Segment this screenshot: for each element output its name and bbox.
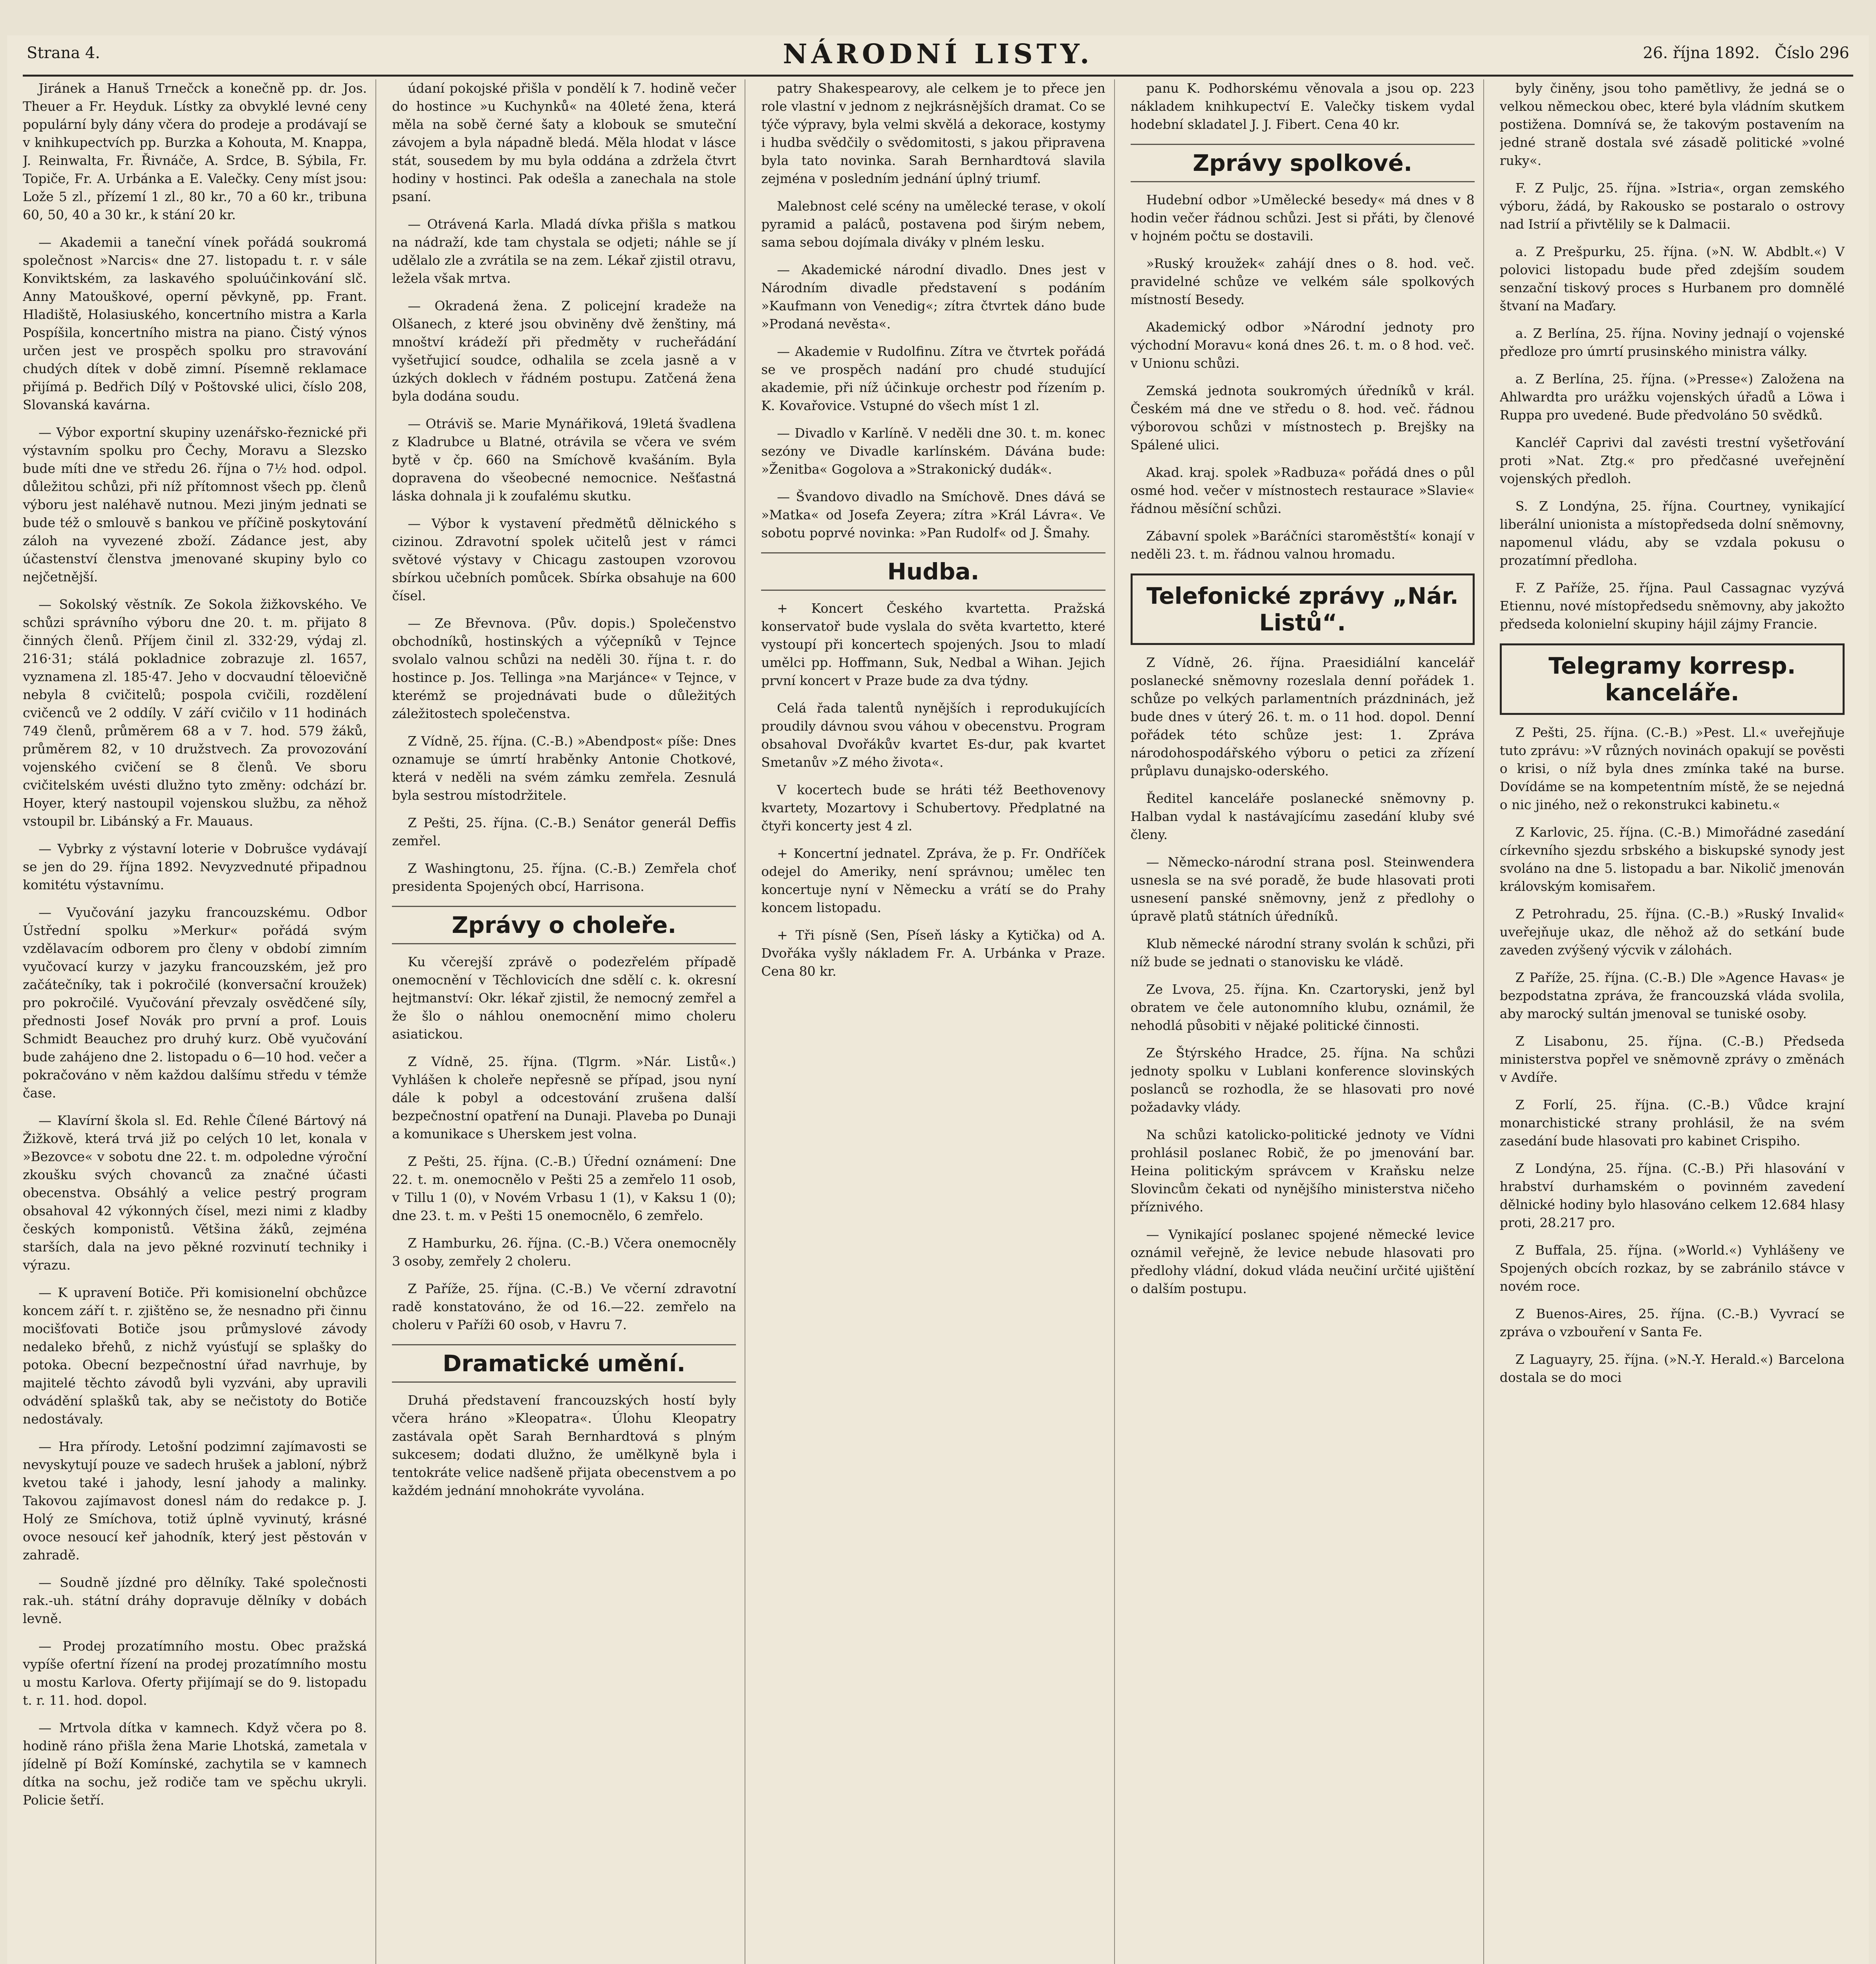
article-paragraph: Z Buffala, 25. října. (»World.«) Vyhlášeny ve Spojených obcích rozkaz, by se zabránilo stávce v novém roce. — [1499, 1242, 1845, 1294]
column-2 — [392, 79, 745, 1964]
article-paragraph: Jiránek a Hanuš Trnečck a konečně pp. dr. Jos. Theuer a Fr. Heyduk. Lístky za obvyklé levné ceny populární byly dány včera do prodeje a prodávají se v knihkupectvích pp. Burzka a Kohouta, M. Knappa, J. Reinwalta, Fr. Řivnáče, A. Srdce, B. Sýbila, Fr. Topiče, Fr. A. Urbánka a E. Valečky. Ceny míst jsou: Lože 5 zl., přízemí 1 zl., 80 kr., 70 a 60 kr., tribuna 60, 50, 40 a 30 kr., k stání 20 kr. — [23, 81, 367, 222]
article-paragraph: — Otráviš se. Marie Mynářiková, 19letá švadlena z Kladrubce u Blatné, otrávila se včera ve svém bytě v čp. 660 na Smíchově kvašáním. Byla dopravena do všeobecné nemocnice. Nešťastná láska dohnala ji k zoufalému skutku. — [392, 416, 736, 504]
article-paragraph: Klub německé národní strany svolán k schůzi, při níž bude se jednati o stanovisku ke vládě. — [1130, 936, 1475, 969]
section-heading: Zprávy o choleře. — [392, 906, 736, 944]
article-paragraph: Akad. kraj. spolek »Radbuza« pořádá dnes o půl osmé hod. večer v místnostech restaurace »Slavie« řádnou měsíční schůzi. — [1130, 465, 1475, 516]
article-paragraph: panu K. Podhorskému věnovala a jsou op. 223 nákladem knihkupectví E. Valečky tiskem vydal hodební skladatel J. J. Fibert. Cena 40 kr. — [1130, 81, 1475, 132]
article-paragraph: a. Z Berlína, 25. října. Noviny jednají o vojenské předloze pro úmrtí prusinského ministra války. — [1499, 326, 1845, 359]
article-paragraph: Z Hamburku, 26. října. (C.-B.) Včera onemocněly 3 osoby, zemřely 2 choleru. — [392, 1235, 736, 1269]
article-paragraph: Ze Štýrského Hradce, 25. října. Na schůzi jednoty spolku v Lublani konference slovinských poslanců se rozhodla, že se hlasovati pro nové požadavky vlády. — [1130, 1045, 1475, 1115]
article-paragraph: Z Lisabonu, 25. října. (C.-B.) Předseda ministerstva popřel ve sněmovně zprávy o změnách v Avdíře. — [1499, 1033, 1845, 1085]
article-paragraph: Kancléř Caprivi dal zavésti trestní vyšetřování proti »Nat. Ztg.« pro předčasné uveřejnění vojenských předloh. — [1499, 435, 1845, 486]
article-paragraph: — Vynikající poslanec spojené německé levice oznámil veřejně, že levice nebude hlasovati pro předlohy vládní, dokud vláda neučiní určité ujištění o dalším postupu. — [1130, 1227, 1475, 1296]
column-1 — [23, 79, 376, 1964]
page-number: Strana 4. — [27, 44, 100, 62]
article-paragraph: — Soudně jízdné pro dělníky. Také společnosti rak.-uh. státní dráhy dopravuje dělníky v dobách levně. — [23, 1575, 367, 1626]
article-paragraph: — Vybrky z výstavní loterie v Dobrušce vydávají se jen do 29. října 1892. Nevyzvednuté připadnou komitétu výstavnímu. — [23, 841, 367, 892]
issue-number: Číslo 296 — [1775, 44, 1849, 62]
issue-date: 26. října 1892. — [1643, 44, 1760, 62]
article-paragraph: — Sokolský věstník. Ze Sokola žižkovského. Ve schůzi správního výboru dne 20. t. m. přijato 8 činných členů. Příjem činil zl. 332·29, výdaj zl. 216·31; stálá pokladnice zobrazuje zl. 1657, vyznamena zl. 185·47. Jeho v docvaudní těloevičně nebyla 8 cvičitelů; pospola cvičili, rozdělení cvičenců ve 2 oddíly. V září cvičilo v 11 hodinách 749 členů, průměrem 68 a v 7. hod. 579 žáků, průměrem 82, v 10 družstvech. Za provozování vojenského cvičení se 8 členů. Ve sboru cvičitelském uvésti dlužno tyto změny: odchází br. Hoyer, který nastoupil vojenskou službu, za něhož vstoupil br. Libánský a Fr. Mauaus. — [23, 597, 367, 829]
article-paragraph: — Vyučování jazyku francouzskému. Odbor Ústřední spolku »Merkur« pořádá svým vzdělavacím odborem pro členy v období zimním vyučovací kurzy v jazyku francouzském, jež pro začátečníky, tak i pokročilé (konversační kroužek) pro pokročilé. Vyučování převzaly osvědčené síly, přednosti Josef Novák pro první a prof. Louis Schmidt Beauchez pro druhý kurz. Obě vyučování bude zahájeno dne 2. listopadu o 6—10 hod. večer a pokračováno v něm každou dalšímu středu v témže čase. — [23, 905, 367, 1101]
article-paragraph: — Švandovo divadlo na Smíchově. Dnes dává se »Matka« od Josefa Zeyera; zítra »Král Lávra«. Ve sobotu poprvé novinka: »Pan Rudolf« od J. Šmahy. — [761, 489, 1105, 540]
article-paragraph: Z Vídně, 26. října. Praesidiální kancelář poslanecké sněmovny rozeslala denní pořádek 1. schůze po velkých parlamentních prázdninách, jež bude dnes v úterý 26. t. m. o 11 hod. dopol. Denní pořádek této schůze jest: 1. Zpráva národohospodářského výboru o petici za zřízení průplavu dunajsko-oderského. — [1130, 655, 1475, 779]
article-paragraph: Malebnost celé scény na umělecké terase, v okolí pyramid a paláců, postavena pod širým nebem, sama sebou dojímala diváky v plném lesku. — [761, 198, 1105, 250]
article-paragraph: Z Karlovic, 25. října. (C.-B.) Mimořádné zasedání církevního sjezdu srbského a biskupské synody jest svoláno na dne 5. listopadu a bar. Nikolič jmenován královským komisařem. — [1499, 824, 1845, 894]
article-paragraph: a. Z Prešpurku, 25. října. (»N. W. Abdblt.«) V polovici listopadu bude před zdejším soudem senzační tiskový proces s Hurbanem pro domnělé štvaní na Maďary. — [1499, 244, 1845, 313]
article-paragraph: Zábavní spolek »Baráčníci staroměstští« konají v neděli 23. t. m. řádnou valnou hromadu. — [1130, 528, 1475, 562]
article-paragraph: Z Petrohradu, 25. října. (C.-B.) »Ruský Invalid« uveřejňuje ukaz, dle něhož až do setkání bude zaveden zvýšený výcvik v zálohách. — [1499, 906, 1845, 958]
article-paragraph: — Výbor exportní skupiny uzenářsko-řeznické při výstavním spolku pro Čechy, Moravu a Slezsko bude míti dne ve středu 26. října o 7½ hod. odpol. důležitou schůzi, při níž přítomnost všech pp. členů výboru jest naléhavě nutnou. Mezi jiným jednati se bude též o smlouvě s bankou ve příčině poskytování záloh na vyvezené zboží. Zádance jest, aby účastenství členstva jmenované skupiny bylo co nejčetnější. — [23, 425, 367, 584]
newspaper-page — [7, 35, 1869, 1964]
article-paragraph: a. Z Berlína, 25. října. (»Presse«) Založena na Ahlwardta pro urážku vojenských úřadů a Löwa i Ruppa pro uvedené. Bude předvoláno 50 svědků. — [1499, 371, 1845, 423]
article-paragraph: Hudební odbor »Umělecké besedy« má dnes v 8 hodin večer řádnou schůzi. Jest si přáti, by členové v hojném počtu se dostavili. — [1130, 192, 1475, 244]
article-paragraph: — Otrávená Karla. Mladá dívka přišla s matkou na nádraží, kde tam chystala se odjeti; náhle se jí udělalo zle a zvrátila se na zem. Lékař zjistil otravu, ležela však mrtva. — [392, 216, 736, 286]
article-paragraph: Z Pešti, 25. října. (C.-B.) Senátor generál Deffis zemřel. — [392, 815, 736, 848]
section-heading: Zprávy spolkové. — [1131, 144, 1475, 182]
section-heading: Telefonické zprávy „Nár. Listů“. — [1131, 573, 1475, 645]
article-paragraph: F. Z Paříže, 25. října. Paul Cassagnac vyzývá Etiennu, nové místopředsedu sněmovny, aby jakožto předseda kolonielní skupiny hájil zájmy Francie. — [1499, 580, 1845, 632]
article-paragraph: patry Shakespearovy, ale celkem je to přece jen role vlastní v jednom z nejkrásnějších dramat. Co se týče výpravy, byla velmi skvělá a dekorace, kostymy i hudba svědčily o svědomitosti, s jakou připravena byla tato novinka. Sarah Bernhardtová slavila zejména v posledním jednání úplný triumf. — [761, 81, 1105, 186]
article-paragraph: — Prodej prozatímního mostu. Obec pražská vypíše ofertní řízení na prodej prozatímního mostu u mostu Karlova. Oferty přijímají se do 9. listopadu t. r. 11. hod. dopol. — [23, 1638, 367, 1708]
article-paragraph: Z Laguayry, 25. října. (»N.-Y. Herald.«) Barcelona dostala se do moci — [1499, 1352, 1845, 1385]
article-paragraph: Ku včerejší zprávě o podezřelém případě onemocnění v Těchlovicích dne sdělí c. k. okresní hejtmanství: Okr. lékař zjistil, že nemocný zemřel a že šlo o náhlou onemocnění mimo choleru asiatickou. — [392, 954, 736, 1042]
newspaper-title: NÁRODNÍ LISTY. — [783, 38, 1093, 70]
article-paragraph: F. Z Puljc, 25. října. »Istria«, organ zemského výboru, žádá, by Rakousko se postaralo o ostrovy nad Istrií a přivtělily se k Dalmacii. — [1499, 180, 1845, 232]
text-columns — [23, 79, 1853, 1964]
article-paragraph: — Akademie v Rudolfinu. Zítra ve čtvrtek pořádá se ve prospěch nadání pro chudé studující akademie, při níž účinkuje orchestr pod řízením p. K. Kovařovice. Vstupné do všech míst 1 zl. — [761, 344, 1105, 413]
column-3 — [761, 79, 1115, 1964]
article-paragraph: Z Vídně, 25. října. (C.-B.) »Abendpost« píše: Dnes oznamuje se úmrtí hraběnky Antonie Chotkové, která v neděli na svém zámku zemřela. Zesnulá byla sestrou místodržitele. — [392, 733, 736, 803]
article-paragraph: Druhá představení francouzských hostí byly včera hráno »Kleopatra«. Úlohu Kleopatry zastávala opět Sarah Bernhardtová s plným sukcesem; dodati dlužno, že umělkyně byla i tentokráte velice nadšeně přijata obecenstvem a po každém jednání mnohokráte vyvolána. — [392, 1392, 736, 1498]
article-paragraph: + Koncert Českého kvartetta. Pražská konservatoř bude vyslala do světa kvartetto, které vystoupí při koncertech spojených. Jsou to mladí umělci pp. Hoffmann, Suk, Nedbal a Wihan. Jejich první koncert v Praze bude za dva týdny. — [761, 601, 1105, 688]
article-paragraph: byly činěny, jsou toho pamětlivy, že jedná se o velkou německou obec, které byla vládním skutkem postižena. Domnívá se, že takovým postavením na jedné straně dostala své zásadě politické »volné ruky«. — [1499, 81, 1845, 168]
article-paragraph: — Akademii a taneční vínek pořádá soukromá společnost »Narcis« dne 27. listopadu t. r. v sále Konviktském, za laskavého spoluúčinkování slč. Anny Matouškové, operní pěvkyně, pp. Frant. Hladiště, Holasiuského, koncertního mistra a Karla Pospíšila, koncertního mistra na piano. Čistý výnos určen jest ve prospěch spolku pro stravování chudých dítek v době zimní. Písemně reklamace přijímá p. Bedřich Dílý v Poštovské ulici, číslo 208, Slovanská kavárna. — [23, 235, 367, 412]
article-paragraph: Zemská jednota soukromých úředníků v král. Českém má dne ve středu o 8. hod. več. řádnou výborovou schůzi v místnostech p. Brejšky na Spálené ulici. — [1130, 383, 1475, 453]
article-paragraph: Z Paříže, 25. října. (C.-B.) Ve včerní zdravotní radě konstatováno, že od 16.—22. zemřelo na choleru v Paříži 60 osob, v Havru 7. — [392, 1281, 736, 1332]
column-4 — [1131, 79, 1484, 1964]
article-paragraph: Ze Lvova, 25. října. Kn. Czartoryski, jenž byl obratem ve čele autonomního klubu, oznámil, že nehodlá působiti v nějaké politické činnosti. — [1130, 982, 1475, 1033]
section-heading: Hudba. — [761, 552, 1105, 591]
article-paragraph: — Mrtvola dítka v kamnech. Když včera po 8. hodině ráno přišla žena Marie Lhotská, zametala v jídelně pí Boží Komínské, zachytila se v kamnech dítka na sochu, jež rodiče tam ve spěchu ukryli. Policie šetří. — [23, 1720, 367, 1808]
article-paragraph: Z Forlí, 25. října. (C.-B.) Vůdce krajní monarchistické strany prohlásil, že na svém zasedání bude hlasovati pro kabinet Crispiho. — [1499, 1097, 1845, 1149]
article-paragraph: V kocertech bude se hráti též Beethovenovy kvartety, Mozartovy i Schubertovy. Předplatné na čtyři koncerty jest 4 zl. — [761, 782, 1105, 834]
article-paragraph: Z Paříže, 25. října. (C.-B.) Dle »Agence Havas« je bezpodstatna zpráva, že francouzská vláda svolila, aby marocký sultán jmenoval se tuniské osoby. — [1499, 970, 1845, 1021]
article-paragraph: Z Buenos-Aires, 25. října. (C.-B.) Vyvrací se zpráva o vzbouření v Santa Fe. — [1499, 1306, 1845, 1339]
section-heading: Dramatické umění. — [392, 1344, 736, 1383]
article-paragraph: — Akademické národní divadlo. Dnes jest v Národním divadle představení s podáním »Kaufmann von Venedig«; zítra čtvrtek dáno bude »Prodaná nevěsta«. — [761, 262, 1105, 332]
article-paragraph: Celá řada talentů nynějších i reprodukujících proudily dávnou svou váhou v obecenstvu. Program obsahoval Dvořákův kvartet Es-dur, pak kvartet Smetanův »Z mého života«. — [761, 700, 1105, 770]
section-heading: Telegramy korresp. kanceláře. — [1500, 643, 1845, 715]
article-paragraph: + Tři písně (Sen, Píseň lásky a Kytička) od A. Dvořáka vyšly nákladem Fr. A. Urbánka v Praze. Cena 80 kr. — [761, 927, 1105, 979]
article-paragraph: Z Pešti, 25. října. (C.-B.) »Pest. Ll.« uveřejňuje tuto zprávu: »V různých novinách opakují se pověsti o krisi, o níž byla dnes zmínka také na burse. Dovídáme se na kompetentním místě, že se nejedná o nic jiného, než o rekonstrukci kabinetu.« — [1499, 725, 1845, 812]
article-paragraph: Z Vídně, 25. října. (Tlgrm. »Nár. Listů«.) Vyhlášen k choleře nepřesně se případ, jsou nyní dále k pobyl a odcestování zrušena další bezpečnostní opatření na Dunaji. Plaveba po Dunaji a komunikace s Uherskem jest volna. — [392, 1054, 736, 1141]
issue-date-and-number — [1643, 44, 1849, 62]
article-paragraph: Ředitel kanceláře poslanecké sněmovny p. Halban vydal k nastávajícímu zasedání kluby své členy. — [1130, 791, 1475, 842]
article-paragraph: — Okradená žena. Z policejní kradeže na Olšanech, z které jsou obviněny dvě ženštiny, má mnoštví krádeží při předměty v rucheřádání vyšetřujicí soudce, odhalila se zcela jasně a v úzkých doklech v řádném postupu. Zatčená žena byla dodána soudu. — [392, 298, 736, 404]
article-paragraph: »Ruský kroužek« zahájí dnes o 8. hod. več. pravidelné schůze ve velkém sále spolkových místností Besedy. — [1130, 256, 1475, 307]
article-paragraph: údaní pokojské přišla v pondělí k 7. hodině večer do hostince »u Kuchynků« na 40leté žena, která měla na sobě černé šaty a klobouk se smuteční závojem a byla nápadně bledá. Měla hlodat v lásce stát, sousedem by mu byla oddána a zdržela čtvrt hodiny v hostinci. Pak odešla a zanechala na stole psaní. — [392, 81, 736, 204]
article-paragraph: Z Londýna, 25. října. (C.-B.) Při hlasování v hrabství durhamském o povinném zavedení dělnické hodiny bylo hlasováno celkem 12.684 hlasy proti, 28.217 pro. — [1499, 1161, 1845, 1230]
article-paragraph: — Ze Břevnova. (Pův. dopis.) Společenstvo obchodníků, hostinských a výčepníků v Tejnce svolalo valnou schůzi na neděli 30. října t. r. do hostince p. Jos. Tellinga »na Marjánce« v Tejnce, v kterémž se projednávati bude o důležitých záležitostech společenstva. — [392, 616, 736, 721]
article-paragraph: — Hra přírody. Letošní podzimní zajímavosti se nevyskytují pouze ve sadech hrušek a jabloní, nýbrž kvetou také i jahody, lesní jahody a malinky. Takovou zajímavost donesl nám do redakce p. J. Holý ze Smíchova, totiž úplně vyvinutý, krásné ovoce nesoucí keř jahodník, který jest pěstován v zahradě. — [23, 1439, 367, 1563]
article-paragraph: S. Z Londýna, 25. října. Courtney, vynikající liberální unionista a místopředseda dolní sněmovny, napomenul vládu, aby se vzdala pokusu o prozatímní předloha. — [1499, 498, 1845, 568]
article-paragraph: — Výbor k vystavení předmětů dělnického s cizinou. Zdravotní spolek učitelů jest v rámci světové výstavy v Chicagu zastoupen vzorovou sbírkou učebních pomůcek. Sbírka obsahuje na 600 čísel. — [392, 516, 736, 603]
column-5 — [1500, 79, 1853, 1964]
masthead — [23, 35, 1853, 77]
article-paragraph: — Klavírní škola sl. Ed. Rehle Čílené Bártový ná Žižkově, která trvá již po celých 10 let, konala v »Bezovce« v sobotu dne 22. t. m. odpoledne výroční zkoušku svých chovanců za značné účasti obecenstva. Obsáhlý a velice pestrý program obsahoval 42 výkonných čísel, mezi nimi z kladby českých komponistů. Většina žáků, zejména starších, dala na jevo pěkné rozvinutí techniky i výrazu. — [23, 1113, 367, 1273]
article-paragraph: — K upravení Botiče. Při komisionelní obchůzce koncem září t. r. zjištěno se, že nesnadno při činnu mocišťovati Botiče jsou průmyslové závody nedaleko břehů, z nichž vyúsťují se splašky do potoka. Obecní bezpečnostní úřad navrhuje, by majitelé těchto závodů byli vyzváni, aby upravili odvádění splašků tak, aby se nečistoty do Botiče nedostávaly. — [23, 1285, 367, 1427]
article-paragraph: Z Washingtonu, 25. října. (C.-B.) Zemřela choť presidenta Spojených obcí, Harrisona. — [392, 861, 736, 894]
article-paragraph: — Německo-národní strana posl. Steinwendera usnesla se na své poradě, že bude hlasovati proti usnesení panské sněmovny, jenž z předlohy o úpravě platů státních úředníků. — [1130, 854, 1475, 924]
article-paragraph: + Koncertní jednatel. Zpráva, že p. Fr. Ondříček odejel do Ameriky, není správnou; umělec ten koncertuje nyní v Německu a vrátí se do Prahy koncem listopadu. — [761, 846, 1105, 915]
article-paragraph: Akademický odbor »Národní jednoty pro východní Moravu« koná dnes 26. t. m. o 8 hod. več. v Unionu schůzi. — [1130, 319, 1475, 371]
article-paragraph: — Divadlo v Karlíně. V neděli dne 30. t. m. konec sezóny ve Divadle karlínském. Dávána bude: »Ženitba« Gogolova a »Strakonický dudák«. — [761, 425, 1105, 477]
article-paragraph: Z Pešti, 25. října. (C.-B.) Úřední oznámení: Dne 22. t. m. onemocnělo v Pešti 25 a zemřelo 11 osob, v Tillu 1 (0), v Novém Vrbasu 1 (1), v Kaksu 1 (0); dne 23. t. m. v Pešti 15 onemocnělo, 6 zemřelo. — [392, 1154, 736, 1223]
article-paragraph: Na schůzi katolicko-politické jednoty ve Vídni prohlásil poslanec Robič, že po jmenování bar. Heina politickým správcem v Kraňsku nelze Slovincům čekati od nynějšího ministerstva ničeho příznivého. — [1130, 1127, 1475, 1215]
